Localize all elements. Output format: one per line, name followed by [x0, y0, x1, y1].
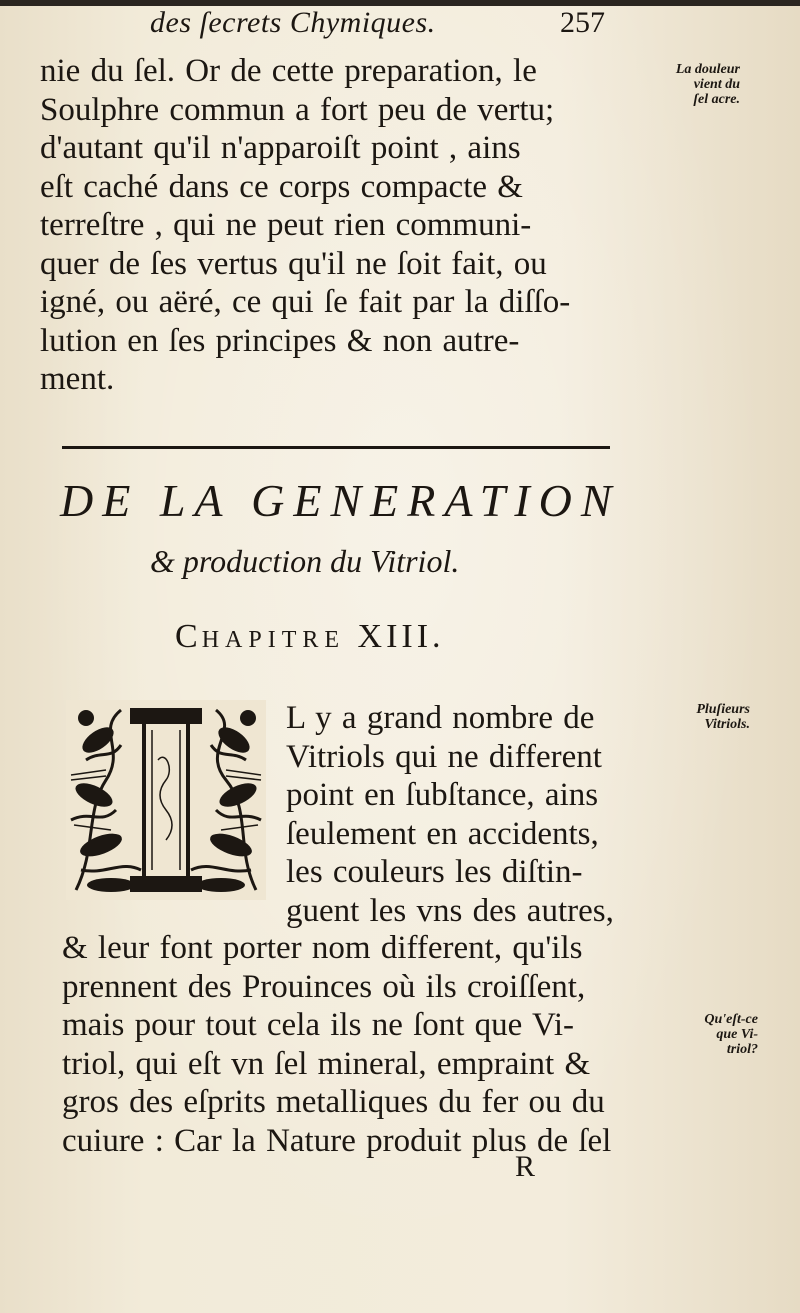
text-line: guent les vns des autres, [286, 892, 614, 929]
text-line: & leur font porter nom different, qu'ils [62, 930, 583, 966]
text-line: ſeulement en accidents, [286, 815, 599, 852]
marginal-line: vient du [693, 77, 740, 92]
section-divider-rule [62, 446, 610, 449]
marginal-note-douleur [620, 62, 740, 107]
text-line: les couleurs les diſtin- [286, 854, 583, 890]
marginal-line: Vitriols. [704, 717, 750, 732]
paragraph-beside-initial [286, 699, 614, 930]
text-line: ment. [40, 361, 115, 397]
text-line: triol, qui eſt vn ſel mineral, empraint & [62, 1045, 591, 1082]
text-line: lution en ſes principes & non autre- [40, 322, 520, 359]
text-line: L y a grand nombre de [286, 700, 595, 736]
text-line: Soulphre commun a fort peu de vertu; [40, 91, 555, 128]
running-head-title: des ſecrets Chymiques. [150, 6, 436, 39]
ornamental-initial-icon [66, 700, 266, 900]
text-line: quer de ſes vertus qu'il ne ſoit fait, ou [40, 245, 547, 282]
chapter-label-cap: C [175, 618, 202, 655]
text-line: prennent des Prouinces où ils croiſſent, [62, 968, 586, 1005]
chapter-subtitle: & production du Vitriol. [150, 543, 460, 579]
text-line: gros des eſprits metalliques du fer ou du [62, 1084, 605, 1120]
marginal-line: La douleur [675, 62, 740, 77]
text-line: Vitriols qui ne different [286, 738, 602, 775]
marginal-line: Qu'eſt-ce [704, 1012, 758, 1027]
text-line: terreſtre , qui ne peut rien communi- [40, 207, 532, 243]
text-line: mais pour tout cela ils ne ſont que Vi- [62, 1007, 574, 1043]
text-line: cuiure : Car la Nature produit plus de ſel [62, 1122, 612, 1159]
chapter-label-rest: HAPITRE [201, 627, 346, 653]
text-line: nie du ſel. Or de cette preparation, le [40, 53, 537, 89]
text-line: igné, ou aëré, ce qui ſe fait par la diſſo- [40, 284, 571, 320]
text-line: point en ſubſtance, ains [286, 777, 599, 813]
decorated-initial-i [66, 700, 266, 900]
marginal-line: que Vi- [716, 1027, 758, 1042]
text-line: d'autant qu'il n'apparoiſt point , ains [40, 130, 521, 166]
paragraph-top [40, 52, 570, 399]
marginal-note-quest-ce [640, 1012, 758, 1057]
text-line: eſt caché dans ce corps compacte & [40, 168, 523, 205]
page-number: 257 [560, 6, 605, 39]
marginal-line: Pluſieurs [696, 702, 750, 717]
chapter-label-number: XIII. [357, 618, 445, 655]
chapter-number [175, 618, 445, 656]
marginal-line: triol? [726, 1042, 758, 1057]
chapter-title: DE LA GENERATION [60, 475, 621, 526]
paragraph-full-width [62, 929, 611, 1160]
marginal-note-vitriols [640, 702, 750, 732]
marginal-line: ſel acre. [693, 92, 740, 107]
signature-mark: R [515, 1150, 536, 1183]
